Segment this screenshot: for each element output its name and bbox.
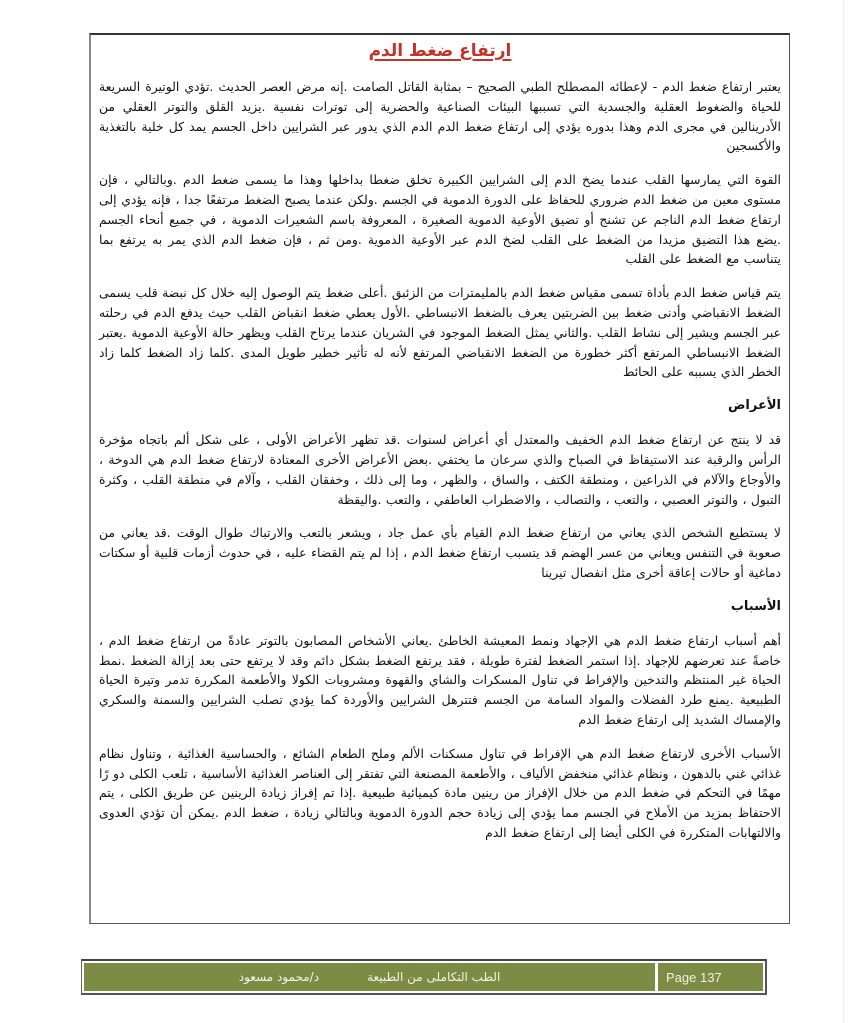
causes-heading: الأسباب	[730, 598, 781, 614]
symptoms-heading: الأعراض	[727, 398, 781, 414]
page-footer	[81, 959, 767, 995]
page-title: ارتفاع ضغط الدم	[368, 41, 512, 61]
intro-paragraph-1: يعتبر ارتفاع ضغط الدم - لإعطائه المصطلح الطبي الصحيح – بمثابة القاتل الصامت .إنه مرض العصر الحديث .تؤدي الوتيرة السريعة للحياة والضغوط العقلية والجسدية التي تسببها البيئات الصناعية والحضرية إلى توترات نفسية .يزيد القلق والتوتر العقلي من الأدرينالين في مجرى الدم وهذا بدوره يؤدي إلى ارتفاع ضغط الدم الدم الذي يدور عبر الشرايين داخل الجسم يمد كل خلية بالتغذية والأكسجين	[99, 79, 781, 154]
causes-paragraph-1: أهم أسباب ارتفاع ضغط الدم هي الإجهاد ونمط المعيشة الخاطئ .يعاني الأشخاص المصابون بالتوتر عادةً من ارتفاع ضغط الدم ، خاصةً عند تعرضهم للإجهاد .إذا استمر الضغط لفترة طويلة ، فقد يرتفع الضغط بشكل دائم وقد لا يرتفع حتى بعد إزالة الضغط .نمط الحياة غير المنتظم والتدخين والإفراط في تناول المسكرات والشاي والقهوة ومشروبات الكولا والأطعمة المكررة تدمر وتيرة الحياة الطبيعية .يمنع طرد الفضلات والمواد السامة من الجسم فتترهل الشرايين والأوردة كما يؤدي تصلب الشرايين والسمنة والسكري والإمساك الشديد إلى ارتفاع ضغط الدم	[99, 632, 781, 727]
intro-paragraph-3: يتم قياس ضغط الدم بأداة تسمى مقياس ضغط الدم بالمليمترات من الزئبق .أعلى ضغط يتم الوصول إليه خلال كل نبضة قلب يسمى الضغط الانقباضي وأدنى ضغط بين الضربتين يعرف بالضغط الانبساطي .الأول يعطي ضغط انقباض القلب حيث يدفع الدم في رحلته عبر الجسم ويشير إلى نشاط القلب .والثاني يمثل الضغط الموجود في الشريان عندما يرتاح القلب ويظهر حالة الأوعية الدموية .يعتبر الضغط الانبساطي المرتفع أكثر خطورة من الضغط الانقباضي المرتفع لأنه له تأثير خطير طويل المدى .كلما زاد الضغط كلما زاد الخطر الذي يسببه على الحائط	[99, 285, 781, 380]
footer-page-number: Page 137	[658, 963, 763, 991]
intro-paragraph-2: القوة التي يمارسها القلب عندما يضخ الدم إلى الشرايين الكبيرة تخلق ضغطا بداخلها وهذا ما يسمى ضغط الدم .وبالتالي ، فإن مستوى معين من ضغط الدم ضروري للحفاظ على الدورة الدموية في الجسم .ولكن عندما يصبح الضغط مرتفعًا جدا ، فإنه يؤدي إلى ارتفاع ضغط الدم الناجم عن تشنج أو تضيق الأوعية الدموية الصغيرة ، المعروفة باسم الشعيرات الدموية ، في جميع أنحاء الجسم .يضع هذا التضيق مزيدا من الضغط على القلب لضخ الدم عبر الأوعية الدموية .ومن ثم ، فإن ضغط الدم الذي يمر به يرتفع بما يتناسب مع الضغط على القلب	[99, 172, 781, 267]
page-edge-line	[843, 0, 844, 1023]
symptoms-paragraph-2: لا يستطيع الشخص الذي يعاني من ارتفاع ضغط الدم القيام بأي عمل جاد ، ويشعر بالتعب والارتباك طوال الوقت .قد يعاني من صعوبة في التنفس ويعاني من عسر الهضم قد يتسبب ارتفاع ضغط الدم ، إذا لم يتم القضاء عليه ، في حدوث أزمات قلبية أو سكتات دماغية أو حالات إعاقة أخرى مثل انفصال تيرينا	[99, 525, 781, 580]
causes-paragraph-2: الأسباب الأخرى لارتفاع ضغط الدم هي الإفراط في تناول مسكنات الألم وملح الطعام الشائع ، والحساسية الغذائية ، وتناول نظام غذائي غني بالدهون ، ونظام غذائي منخفض الألياف ، والأطعمة المصنعة التي تفتقر إلى العناصر الغذائية الأساسية ، تلعب الكلى دو رًا مهمًا في التحكم في ضغط الدم من خلال الإفراز من رينين مادة كيميائية طبيعية .إذا تم إفراز زيادة الرينين عن طريق الكلى ، يتم الاحتفاظ بمزيد من الأملاح في الجسم مما يؤدي إلى زيادة حجم الدورة الدموية وبالتالي زيادة ، ضغط الدم .يمكن أن تؤدي العدوى والالتهابات المتكررة في الكلى أيضا إلى ارتفاع ضغط الدم	[99, 745, 781, 840]
page-content-box	[89, 33, 790, 924]
symptoms-paragraph-1: قد لا ينتج عن ارتفاع ضغط الدم الخفيف والمعتدل أي أعراض لسنوات .قد تظهر الأعراض الأولى ، على شكل ألم باتجاه مؤخرة الرأس والرقبة عند الاستيقاظ في الصباح والذي سرعان ما يختفي .بعض الأعراض الأخرى المعتادة لارتفاع ضغط الدم هي الدوخة ، والأوجاع والآلام في الذراعين ، ومنطقة الكتف ، والساق ، والظهر ، وما إلى ذلك ، وخفقان القلب ، وآلام في منطقة القلب ، وكثرة التبول ، والتوتر العصبي ، والتعب ، والتصالب ، والاضطراب العاطفي ، والتعب .واليقظة	[99, 432, 781, 507]
footer-author: د/محمود مسعود	[238, 970, 320, 984]
footer-book-title: الطب التكاملى من الطبيعة	[367, 970, 501, 984]
footer-title-band	[84, 963, 655, 991]
